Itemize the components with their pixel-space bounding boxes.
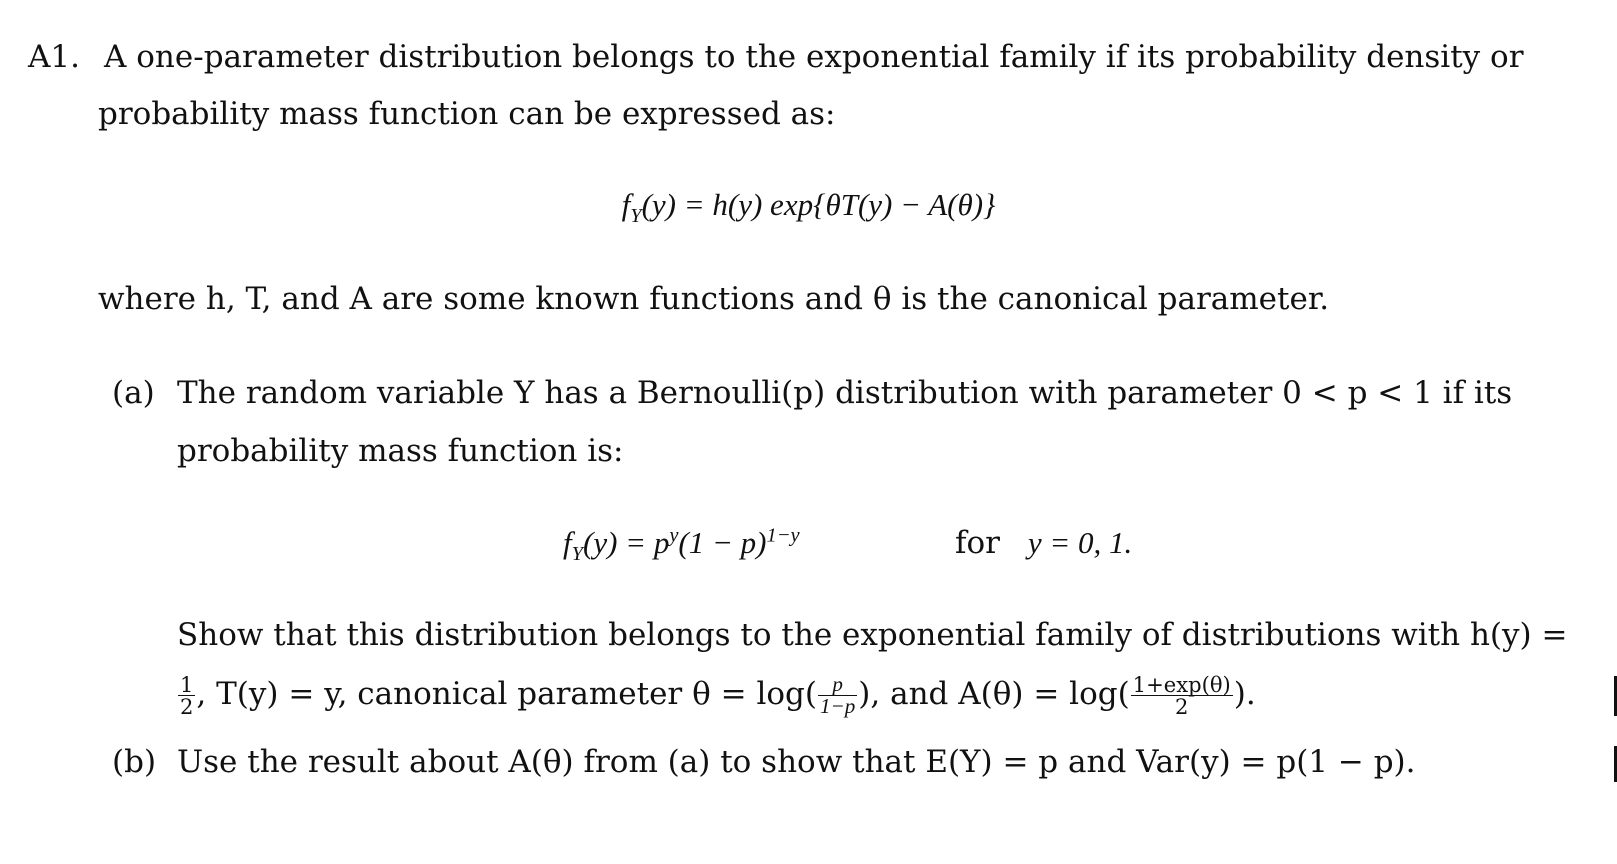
equation-2-middle: (y) = p	[583, 525, 670, 560]
show-line-2-text-1: , T(y) = y, canonical parameter θ = log(	[196, 676, 817, 713]
fraction-one-plus-exp-theta-over-two	[1131, 672, 1233, 720]
fraction-p-over-one-minus-p	[818, 674, 857, 717]
bernoulli-condition	[955, 527, 1132, 559]
equation-1-lhs: f	[621, 187, 631, 222]
equation-1-lhs-subscript: Y	[630, 205, 642, 228]
equation-2-lhs-subscript: Y	[571, 543, 583, 566]
part-a-line-1: The random variable Y has a Bernoulli(p) distribution with parameter 0 < p < 1 if its	[177, 375, 1513, 411]
part-a-label: (a)	[112, 375, 155, 411]
exponential-family-equation	[0, 187, 1617, 228]
intro-line-2: probability mass function can be expressed as:	[98, 96, 836, 132]
fraction-p-denominator: 1−p	[819, 694, 856, 719]
bernoulli-pmf-equation	[563, 524, 800, 566]
equation-2-exponent-1: y	[669, 524, 679, 547]
equation-1-rhs: (y) = h(y) exp{θT(y) − A(θ)}	[641, 187, 996, 222]
part-b-text: Use the result about A(θ) from (a) to show that E(Y) = p and Var(y) = p(1 − p).	[177, 744, 1416, 780]
intro-line-1: A one-parameter distribution belongs to the exponential family if its probability density or	[104, 39, 1524, 75]
fraction-one-half-denominator: 2	[180, 694, 194, 720]
part-a-line-2: probability mass function is:	[177, 433, 624, 469]
problem-label: A1.	[28, 39, 80, 75]
show-line-2-text-3: ).	[1233, 676, 1256, 713]
show-line-1: Show that this distribution belongs to the exponential family of distributions with h(y) =	[177, 617, 1568, 653]
fraction-one-half	[178, 672, 195, 720]
show-line-2-text-2: ), and A(θ) = log(	[858, 676, 1130, 713]
fraction-exp-numerator: 1+exp(θ)	[1132, 672, 1231, 697]
part-b-label: (b)	[112, 744, 157, 780]
fraction-one-half-numerator: 1	[180, 672, 194, 697]
equation-2-after: (1 − p)	[678, 525, 767, 560]
equation-2-lhs: f	[563, 525, 572, 560]
condition-values: y = 0, 1.	[1027, 525, 1133, 560]
where-text: where h, T, and A are some known functions and θ is the canonical parameter.	[98, 281, 1330, 317]
equation-2-exponent-2: 1−y	[766, 524, 800, 547]
condition-word: for	[955, 525, 1000, 561]
show-line-2	[177, 672, 1256, 720]
fraction-p-numerator: p	[818, 674, 857, 696]
fraction-exp-denominator: 2	[1175, 694, 1189, 720]
